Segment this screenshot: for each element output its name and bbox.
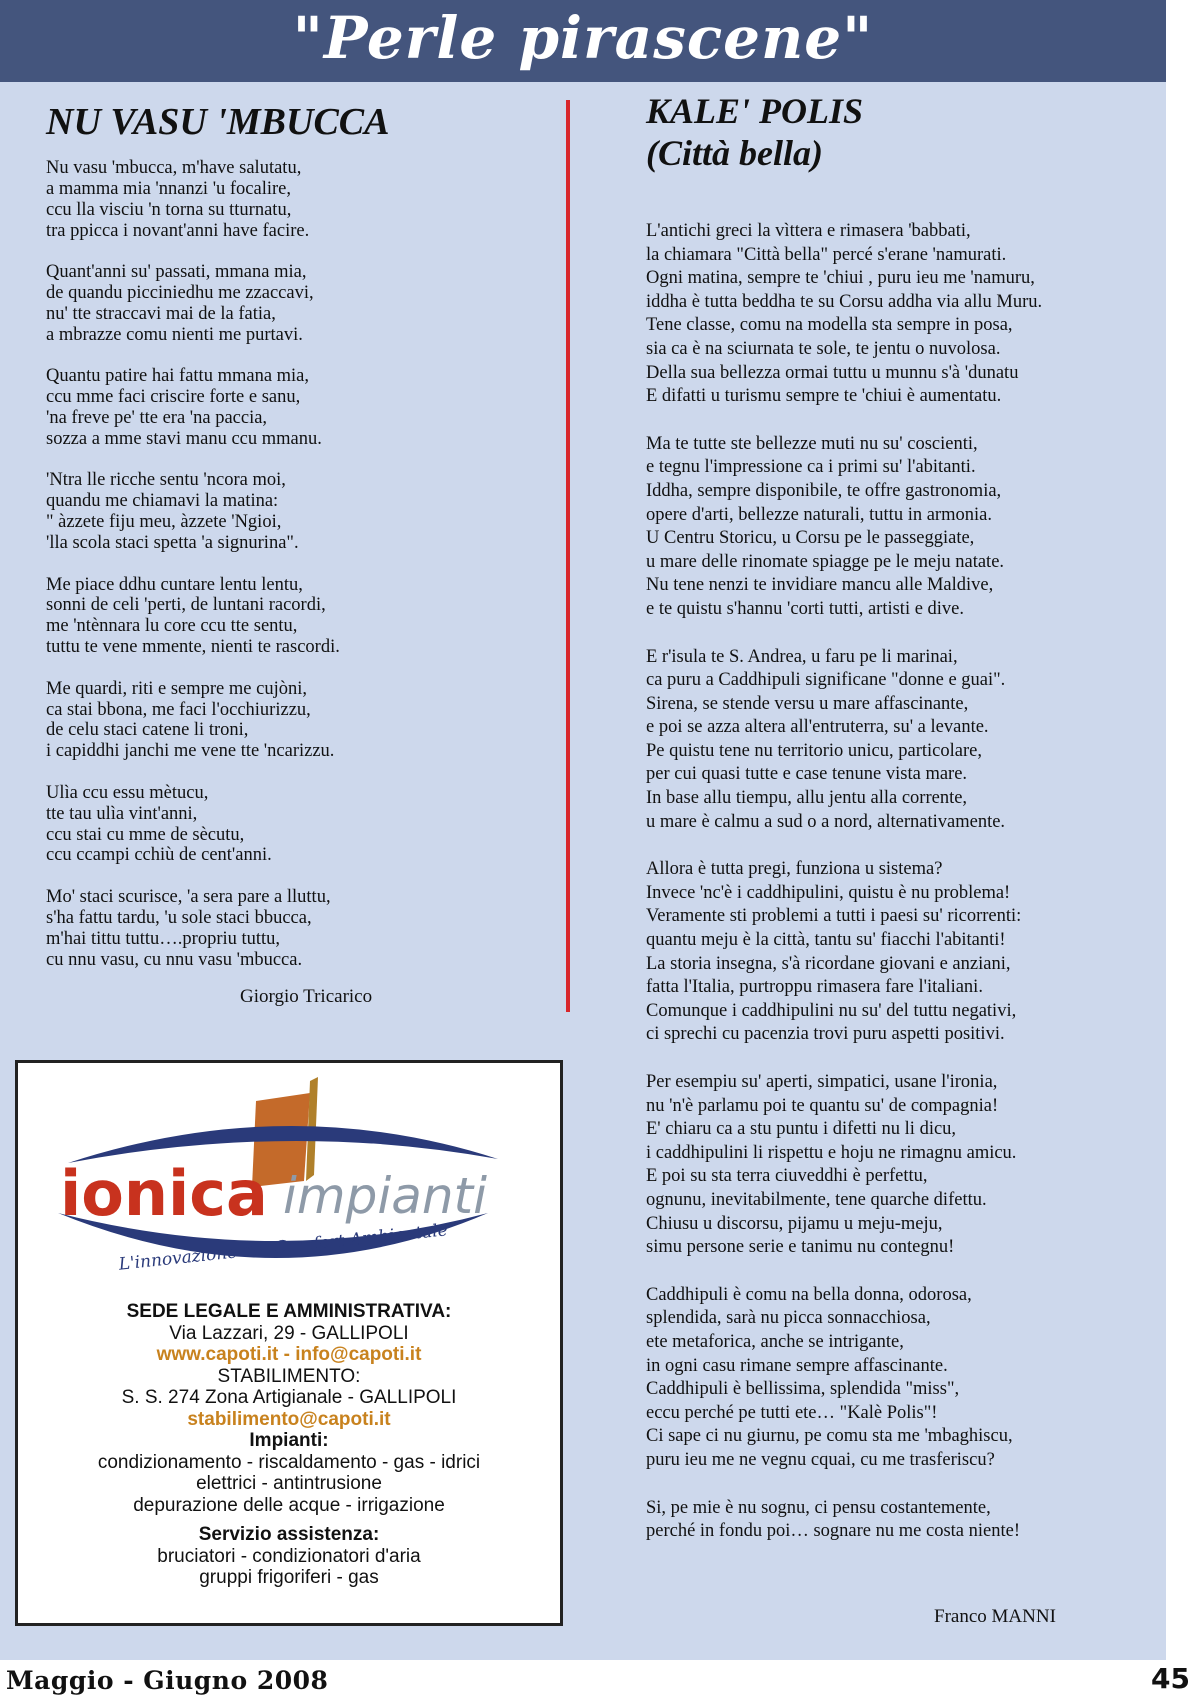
logo-brand-bold: ionica <box>60 1157 268 1230</box>
poem-line: sozza a mme stavi manu ccu mmanu. <box>46 428 322 449</box>
poem-line: tra ppicca i novant'anni have facire. <box>46 220 310 241</box>
poem-line: 'lla scola staci spetta 'a signurina". <box>46 533 299 554</box>
article-line: Caddhipuli è bellissima, splendida "miss", <box>646 1379 960 1400</box>
article-line: Comunque i caddhipulini nu su' del tuttu negativi, <box>646 1000 1017 1021</box>
article-paragraph <box>646 646 1156 835</box>
article-line: Veramente sti problemi a tutti i paesi su' ricorrenti: <box>646 906 1022 927</box>
article-line: ca puru a Caddhipuli significane "donne e guai". <box>646 670 1006 691</box>
poem-line: ccu ccampi cchiù de cent'anni. <box>46 845 272 866</box>
poem-line: Quantu patire hai fattu mmana mia, <box>46 366 310 387</box>
article-line: L'antichi greci la vìttera e rimasera 'babbati, <box>646 221 971 241</box>
ad-servizio-heading: Servizio assistenza: <box>198 1524 380 1545</box>
poem-line: nu' tte straccavi mai de la fatia, <box>46 303 276 324</box>
article-line: u mare delle rinomate spiagge pe le meju natate. <box>646 551 1005 572</box>
article-line: u mare è calmu a sud o a nord, alternativamente. <box>646 811 1006 832</box>
article-line: Per esempiu su' aperti, simpatici, usane l'ironia, <box>646 1072 998 1092</box>
article-line: e tegnu l'impressione ca i primi su' l'abitanti. <box>646 457 976 478</box>
article-line: Allora è tutta pregi, funziona u sistema? <box>646 859 943 880</box>
article-line: opere d'arti, bellezze naturali, tuttu in armonia. <box>646 504 992 525</box>
ad-impianti-heading: Impianti: <box>249 1430 329 1451</box>
poem-stanza <box>46 366 546 450</box>
poem-title: NU VASU 'MBUCCA <box>46 101 390 143</box>
poem-line: me 'ntènnara lu core ccu tte sentu, <box>46 616 298 637</box>
article-body <box>646 220 1156 1568</box>
article-line: quantu meju è la città, tantu su' fiacchi l'abitanti! <box>646 930 1006 951</box>
ad-impianti-line: elettrici - antintrusione <box>196 1473 382 1494</box>
poem-line: ccu stai cu mme de sècutu, <box>46 824 245 845</box>
article-line: Nu tene nenzi te invidiare mancu alle Maldive, <box>646 575 994 596</box>
article-line: E poi su sta terra ciuveddhi è perfettu, <box>646 1166 928 1187</box>
poem-line: quandu me chiamavi la matina: <box>46 491 279 512</box>
advertisement <box>15 1060 563 1626</box>
poem-stanza <box>46 783 546 867</box>
article-line: perché in fondu poi… sognare nu me costa niente! <box>646 1521 1020 1542</box>
article-line: La storia insegna, s'à ricordane giovani e anziani, <box>646 953 1011 974</box>
issue-date: Maggio - Giugno 2008 <box>6 1666 329 1695</box>
article-paragraph <box>646 1071 1156 1260</box>
poem-line: Nu vasu 'mbucca, m'have salutatu, <box>46 158 302 178</box>
ad-sede-web: www.capoti.it - info@capoti.it <box>156 1344 422 1365</box>
ad-sede-address: Via Lazzari, 29 - GALLIPOLI <box>169 1322 409 1344</box>
article-paragraph <box>646 858 1156 1047</box>
article-line: puru ieu me ne vegnu cquai, cu me trasferiscu? <box>646 1449 995 1470</box>
ad-sede-heading: SEDE LEGALE E AMMINISTRATIVA: <box>126 1301 452 1322</box>
poem-line: i capiddhi janchi me vene tte 'ncarizzu. <box>46 741 335 762</box>
article-title <box>646 90 863 174</box>
poem-line: s'ha fattu tardu, 'u sole staci bbucca, <box>46 907 312 928</box>
article-line: simu persone serie e tanimu nu contegnu! <box>646 1237 955 1258</box>
logo-brand-light: impianti <box>283 1167 488 1225</box>
column-divider <box>566 100 570 1012</box>
article-line: Sirena, se stende versu u mare affascinante, <box>646 693 969 714</box>
header-banner <box>0 0 1166 82</box>
poem-line: 'na freve pe' tte era 'na paccia, <box>46 408 268 429</box>
poem-line: 'Ntra lle ricche sentu 'ncora moi, <box>46 470 286 491</box>
article-paragraph <box>646 220 1156 409</box>
article-line: Tene classe, comu na modella sta sempre in posa, <box>646 315 1013 336</box>
poem-author: Giorgio Tricarico <box>240 986 373 1007</box>
article-line: Invece 'nc'è i caddhipulini, quistu è nu problema! <box>646 882 1011 903</box>
poem-line: de celu staci catene li troni, <box>46 720 249 741</box>
article-line: ognunu, inevitabilmente, tene quarche difettu. <box>646 1189 987 1210</box>
poem-stanza <box>46 158 546 242</box>
article-line: E r'isula te S. Andrea, u faru pe li marinai, <box>646 646 958 667</box>
article-paragraph <box>646 1284 1156 1473</box>
poem-stanza <box>46 262 546 346</box>
article-line: Pe quistu tene nu territorio unicu, particolare, <box>646 740 982 761</box>
article-line: Si, pe mie è nu sognu, ci pensu costantemente, <box>646 1497 991 1518</box>
ad-impianti-line: depurazione delle acque - irrigazione <box>133 1494 445 1516</box>
page-title: "Perle pirascene" <box>292 4 874 72</box>
poem-stanza <box>46 887 546 971</box>
article-paragraph <box>646 433 1156 622</box>
poem-line: Mo' staci scurisce, 'a sera pare a lluttu, <box>46 886 331 907</box>
article-line: Iddha, sempre disponibile, te offre gastronomia, <box>646 480 1002 501</box>
ad-stab-heading: STABILIMENTO: <box>217 1365 361 1387</box>
article-line: E difatti u turismu sempre te 'chiui è aumentatu. <box>646 386 1002 407</box>
article-line: E' chiaru ca a stu puntu i difetti nu li dicu, <box>646 1119 957 1140</box>
article-line: ci sprechi cu pacenzia trovi puru aspetti positivi. <box>646 1024 1005 1045</box>
article-line: ete metaforica, anche se intrigante, <box>646 1331 904 1352</box>
poem-line: Ulìa ccu essu mètucu, <box>46 782 209 803</box>
article-paragraph <box>646 1497 1156 1544</box>
article-line: nu 'n'è parlamu poi te quantu su' de compagnia! <box>646 1095 999 1116</box>
poem-line: ccu lla visciu 'n torna su tturnatu, <box>46 199 292 220</box>
ad-stab-address: S. S. 274 Zona Artigianale - GALLIPOLI <box>121 1387 457 1408</box>
poem-line: tte tau ulìa vint'anni, <box>46 803 198 824</box>
article-subtitle-line: (Città bella) <box>646 133 823 173</box>
article-line: in ogni casu rimane sempre affascinante. <box>646 1355 948 1376</box>
ad-contact-info <box>18 1301 560 1589</box>
article-line: Ogni matina, sempre te 'chiui , puru ieu me 'namuru, <box>646 268 1035 289</box>
ad-servizio-line: gruppi frigoriferi - gas <box>199 1567 379 1588</box>
poem-line: " àzzete fiju meu, àzzete 'Ngioi, <box>46 512 282 533</box>
poem-stanza <box>46 470 546 554</box>
article-line: U Centru Storicu, u Corsu pe le passeggiate, <box>646 528 975 549</box>
poem-body <box>46 158 546 991</box>
article-line: e te quistu s'hannu 'corti tutti, artisti e dive. <box>646 598 965 619</box>
article-author: Franco MANNI <box>934 1606 1056 1627</box>
article-title-line: KALE' POLIS <box>646 91 864 131</box>
poem-line: Me piace ddhu cuntare lentu lentu, <box>46 574 303 595</box>
poem-line: a mamma mia 'nnanzi 'u focalire, <box>46 178 292 199</box>
poem-line: Me quardi, riti e sempre me cujòni, <box>46 678 307 699</box>
poem-line: Quant'anni su' passati, mmana mia, <box>46 262 307 283</box>
article-line: Caddhipuli è comu na bella donna, odorosa, <box>646 1284 972 1305</box>
article-line: splendida, sarà nu picca sonnacchiosa, <box>646 1308 931 1329</box>
article-line: iddha è tutta beddha te su Corsu addha via allu Muru. <box>646 291 1043 312</box>
article-line: Ci sape ci nu giurnu, pe comu sta me 'mbaghiscu, <box>646 1426 1013 1447</box>
poem-line: sonni de celi 'perti, de luntani racordi, <box>46 595 326 616</box>
ad-servizio-line: bruciatori - condizionatori d'aria <box>157 1545 421 1567</box>
article-line: Della sua bellezza ormai tuttu u munnu s'à 'dunatu <box>646 362 1019 383</box>
ad-impianti-line: condizionamento - riscaldamento - gas - idrici <box>97 1451 481 1473</box>
poem-line: ca stai bbona, me faci l'occhiurizzu, <box>46 699 311 720</box>
article-line: In base allu tiempu, allu jentu alla corrente, <box>646 788 968 809</box>
poem-line: m'hai tittu tuttu….propriu tuttu, <box>46 928 281 949</box>
poem-line: cu nnu vasu, cu nnu vasu 'mbucca. <box>46 949 303 970</box>
article-line: i caddhipulini li rispettu e hoju ne rimagnu amicu. <box>646 1142 1017 1163</box>
poem-line: ccu mme faci criscire forte e sanu, <box>46 387 301 408</box>
ad-stab-email: stabilimento@capoti.it <box>187 1408 391 1430</box>
poem-stanza <box>46 575 546 659</box>
article-line: Chiusu u discorsu, pijamu u meju-meju, <box>646 1213 943 1234</box>
article-line: eccu perché pe tutti ete… "Kalè Polis"! <box>646 1402 938 1423</box>
article-line: la chiamara "Città bella" percé s'erane 'namurati. <box>646 244 1007 265</box>
article-line: per cui quasi tutte e case tenune vista mare. <box>646 764 968 785</box>
ionica-impianti-logo <box>18 1063 566 1303</box>
page-number: 45 <box>1151 1662 1190 1695</box>
poem-line: a mbrazze comu nienti me purtavi. <box>46 324 303 345</box>
article-line: Ma te tutte ste bellezze muti nu su' coscienti, <box>646 433 978 454</box>
logo-tagline: L'innovazione del Comfort Ambientale <box>117 1220 449 1275</box>
poem-stanza <box>46 679 546 763</box>
poem-line: de quandu picciniedhu me zzaccavi, <box>46 283 314 304</box>
article-line: e poi se azza altera all'entruterra, su' a levante. <box>646 717 989 738</box>
poem-line: tuttu te vene mmente, nienti te rascordi. <box>46 637 340 658</box>
article-line: sia ca è na sciurnata te sole, te jentu o nuvolosa. <box>646 338 1001 359</box>
article-line: fatta l'Italia, purtroppu rimasera fare l'italiani. <box>646 977 983 998</box>
